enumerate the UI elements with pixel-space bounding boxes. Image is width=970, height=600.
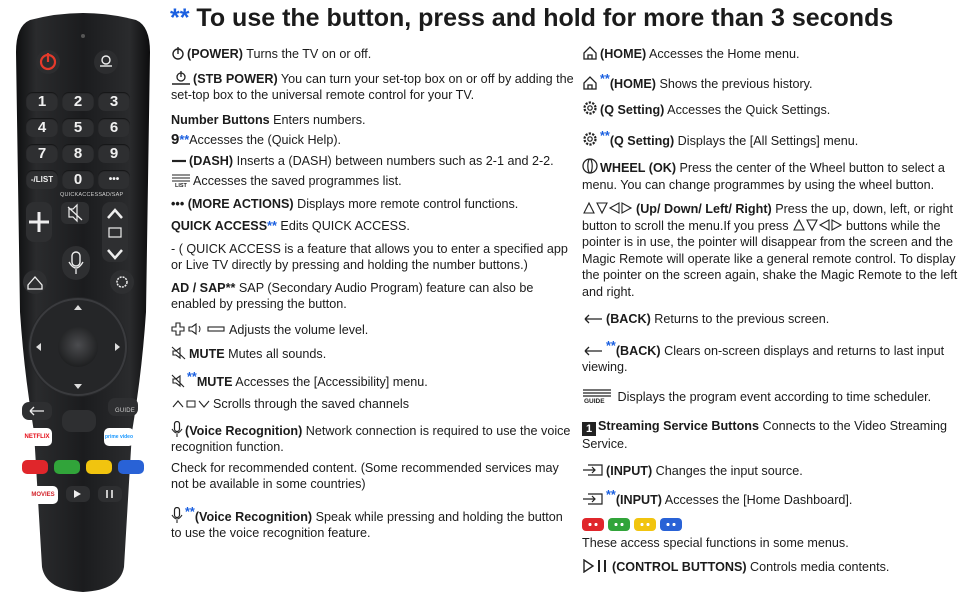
more-actions-desc: Displays more remote control functions. [293, 196, 519, 211]
back-long-icon [582, 345, 604, 357]
quick-access-entry-label: QUICK ACCESS [171, 219, 268, 233]
quick-access-stars: ** [267, 219, 277, 233]
dash-icon [171, 155, 187, 167]
color-keys-row [582, 517, 966, 533]
input-long-icon [582, 492, 604, 506]
q-setting-long-label: (Q Setting) [609, 133, 675, 148]
home-desc: Accesses the Home menu. [646, 47, 800, 61]
arrows-entry [582, 201, 966, 300]
prime-video-key: prime video [104, 428, 134, 446]
arrows-label: (Up/ Down/ Left/ Right) [636, 202, 772, 216]
voice-entry [171, 421, 575, 456]
yellow-key-icon [634, 518, 656, 531]
title-text: To use the button, press and hold for more than 3 seconds [196, 4, 894, 32]
page-title [170, 4, 893, 33]
mute-long-desc: Accesses the [Accessibility] menu. [232, 374, 428, 389]
quick-access-note: - ( QUICK ACCESS is a feature that allows you to enter a specified app or Live TV directly by pressing and holding the number buttons.) [171, 241, 568, 272]
channel-icon [171, 398, 211, 410]
streaming-entry [582, 418, 966, 453]
input-long-desc: Accesses the [Home Dashboard]. [661, 493, 853, 507]
number-buttons-entry [171, 112, 575, 129]
input-long-label: (INPUT) [615, 493, 662, 507]
home-icon [582, 46, 598, 60]
stb-power-desc: You can turn your set-top box on or off by adding the set-top box to the universal remote control for your TV. [171, 71, 574, 102]
arrow-keys-icon [582, 201, 634, 215]
q-setting-entry [582, 100, 966, 119]
magic-remote-image [8, 12, 158, 594]
green-key-icon [608, 518, 630, 531]
back-long-label: (BACK) [615, 343, 661, 358]
power-icon [171, 46, 185, 60]
movies-key: MOVIES [28, 486, 58, 504]
arrows-desc: Press the up, down, left, or right button to scroll the menu.If you press [582, 202, 954, 233]
quick-access-label: QUICKACCESS [60, 192, 103, 198]
guide-desc: Displays the program event according to time scheduler. [614, 389, 932, 404]
input-label: (INPUT) [606, 463, 653, 478]
netflix-key: NETFLIX [22, 428, 52, 446]
number-buttons-label: Number Buttons [171, 112, 270, 127]
arrows-desc-2: buttons while the pointer is in use, the pointer will disappear from the screen and the Magic Remote will operate like a general remote control. To display the pointer on the screen again, shake the Magic Remote to the left and right. [582, 218, 958, 299]
mute-label: MUTE [189, 347, 225, 361]
remote-key-5: 5 [62, 118, 94, 137]
remote-key-0: 0 [62, 170, 94, 189]
remote-yellow-key [86, 460, 112, 474]
quick-help-entry [171, 132, 575, 149]
power-desc: Turns the TV on or off. [242, 47, 372, 61]
dash-desc: Inserts a (DASH) between numbers such as 2-1 and 2-2. [233, 153, 554, 168]
blue-key-icon [660, 518, 682, 531]
q-setting-long-entry [582, 128, 966, 150]
quick-access-desc: Edits QUICK ACCESS. [276, 219, 410, 233]
home-long-stars: ** [600, 71, 610, 86]
remote-key-6: 6 [98, 118, 130, 137]
mic-long-icon [171, 507, 183, 523]
voice-long-label: (Voice Recognition) [194, 509, 313, 524]
more-actions-entry [171, 196, 575, 213]
left-column [171, 46, 575, 550]
list-entry [171, 173, 575, 190]
quick-help-desc: Accesses the (Quick Help). [189, 133, 342, 147]
voice-long-desc: Speak while pressing and holding the button to use the voice recognition feature. [171, 509, 563, 540]
back-label: (BACK) [606, 312, 651, 326]
wheel-label: WHEEL (OK) [600, 161, 677, 175]
stb-power-icon [171, 71, 191, 85]
wheel-entry [582, 158, 966, 193]
mute-long-stars: ** [187, 369, 197, 384]
guide-key-label: GUIDE [115, 408, 136, 414]
title-stars: ** [170, 4, 190, 32]
voice-label: (Voice Recognition) [185, 423, 303, 438]
back-desc: Returns to the previous screen. [650, 312, 830, 326]
volume-desc: Adjusts the volume level. [229, 322, 369, 337]
more-actions-label: ••• (MORE ACTIONS) [171, 196, 294, 211]
gear-long-icon [582, 131, 598, 147]
streaming-label: Streaming Service Buttons [598, 419, 759, 433]
remote-key-more: ••• [98, 170, 130, 189]
dash-entry [171, 153, 575, 170]
input-long-entry [582, 487, 966, 509]
mute-long-label: MUTE [196, 374, 233, 389]
mute-long-icon [171, 374, 185, 388]
streaming-desc: Connects to the Video Streaming Service. [582, 419, 948, 451]
list-icon [171, 173, 191, 187]
number-buttons-desc: Enters numbers. [269, 112, 366, 127]
mute-desc: Mutes all sounds. [224, 347, 327, 361]
streaming-badge-icon: 1 [582, 422, 596, 436]
remote-key-2: 2 [62, 92, 94, 111]
remote-key-1: 1 [26, 92, 58, 111]
ad-sap-entry [171, 280, 575, 313]
guide-icon [582, 388, 612, 403]
guide-icon-text: GUIDE [584, 397, 605, 403]
quick-help-stars: ** [179, 133, 190, 147]
mute-icon [171, 346, 187, 360]
voice-long-stars: ** [185, 504, 195, 519]
play-pause-icon [582, 559, 610, 573]
channel-entry [171, 396, 575, 413]
list-icon-text: LIST [175, 183, 187, 187]
right-column [582, 46, 966, 584]
home-label: (HOME) [600, 47, 647, 61]
recommend-note: Check for recommended content. (Some recommended services may not be available in some countries) [171, 460, 559, 491]
wheel-icon [582, 158, 598, 174]
control-label: (CONTROL BUTTONS) [612, 560, 747, 574]
control-entry [582, 559, 966, 576]
power-entry [171, 46, 575, 63]
remote-key-7: 7 [26, 144, 58, 163]
remote-red-key [22, 460, 48, 474]
back-long-desc: Clears on-screen displays and returns to last input viewing. [582, 343, 945, 374]
gear-icon [582, 100, 598, 116]
back-long-stars: ** [606, 338, 616, 353]
power-label: (POWER) [187, 47, 243, 61]
back-long-entry [582, 338, 966, 376]
stb-power-entry [171, 71, 575, 104]
control-desc: Controls media contents. [746, 560, 890, 574]
red-key-icon [582, 518, 604, 531]
list-desc: Accesses the saved programmes list. [193, 174, 402, 188]
wheel-desc: Press the center of the Wheel button to select a menu. You can change programmes by using the wheel button. [582, 161, 945, 192]
remote-key-dash: -/LIST [26, 170, 58, 189]
color-keys-desc: These access special functions in some menus. [582, 535, 849, 550]
q-setting-long-desc: Displays the [All Settings] menu. [674, 133, 859, 148]
home-entry [582, 46, 966, 63]
quick-access-entry [171, 218, 575, 235]
mute-entry [171, 346, 575, 363]
remote-key-4: 4 [26, 118, 58, 137]
remote-green-key [54, 460, 80, 474]
q-setting-label: (Q Setting) [600, 103, 665, 117]
arrow-keys-inline-icon [792, 218, 844, 232]
guide-entry [582, 388, 966, 406]
home-long-desc: Shows the previous history. [655, 76, 813, 91]
input-long-stars: ** [606, 488, 616, 502]
input-entry [582, 463, 966, 480]
q-setting-long-stars: ** [600, 128, 610, 143]
back-icon [582, 313, 604, 325]
home-long-entry [582, 71, 966, 93]
home-long-label: (HOME) [609, 76, 656, 91]
mute-long-entry [171, 369, 575, 391]
voice-long-entry [171, 504, 575, 542]
home-long-icon [582, 76, 598, 90]
ad-sap-desc: SAP (Secondary Audio Program) feature can also be enabled by pressing the button. [171, 280, 534, 311]
remote-key-8: 8 [62, 144, 94, 163]
volume-entry [171, 322, 575, 339]
back-entry [582, 311, 966, 328]
remote-key-9: 9 [98, 144, 130, 163]
stb-power-label: (STB POWER) [193, 71, 278, 86]
input-icon [582, 463, 604, 477]
channel-desc: Scrolls through the saved channels [213, 397, 410, 411]
remote-key-3: 3 [98, 92, 130, 111]
voice-desc: Network connection is required to use the voice recognition function. [171, 423, 571, 454]
dash-label: (DASH) [189, 153, 234, 168]
nine-key-icon: 9 [171, 131, 180, 148]
volume-icons [171, 322, 227, 336]
q-setting-desc: Accesses the Quick Settings. [664, 103, 831, 117]
ad-sap-entry-label: AD / SAP** [171, 280, 236, 295]
mic-icon [171, 421, 183, 437]
remote-blue-key [118, 460, 144, 474]
input-desc: Changes the input source. [652, 463, 803, 478]
ad-sap-label: AD/SAP [102, 192, 124, 198]
